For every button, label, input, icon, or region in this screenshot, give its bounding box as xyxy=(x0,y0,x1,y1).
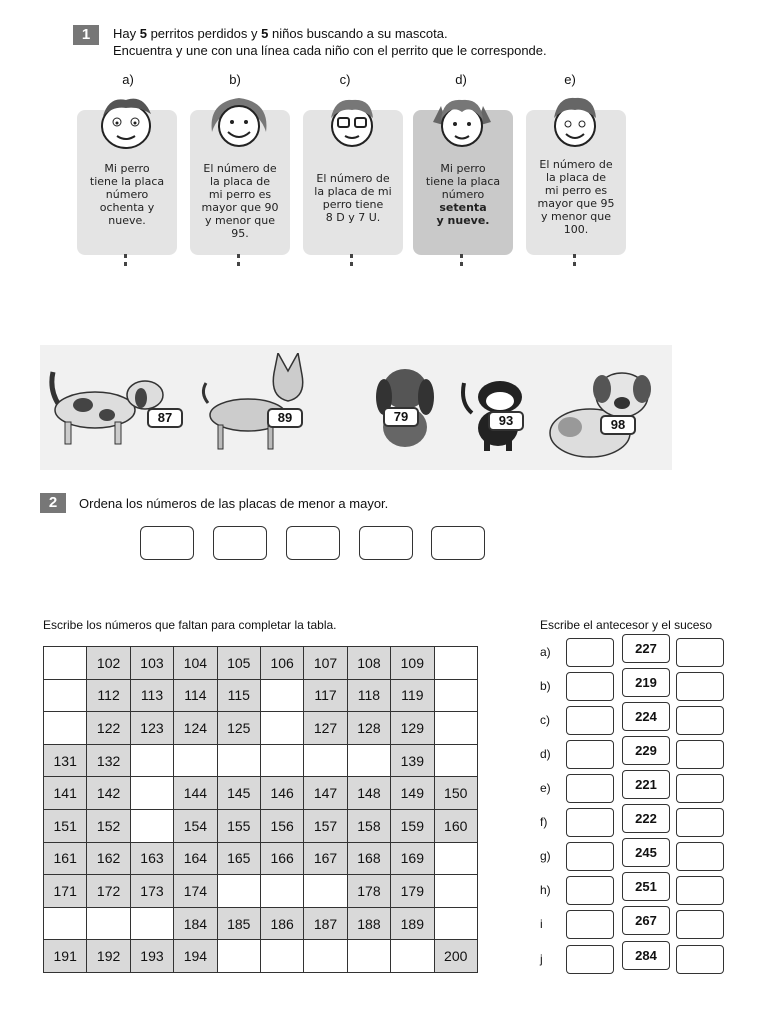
bulldog-icon xyxy=(540,367,660,463)
card-e-text: El número de la placa de mi perro es mayor que 95 y menor que 100. xyxy=(537,158,615,236)
antecesor-row-label: h) xyxy=(540,883,551,897)
table-cell: 150 xyxy=(434,777,477,810)
antecessor-input-box[interactable] xyxy=(566,740,614,769)
child-card-d xyxy=(413,110,513,255)
table-cell: 173 xyxy=(130,875,173,908)
order-answer-box-1[interactable] xyxy=(140,526,194,560)
table-cell: 193 xyxy=(130,940,173,973)
dog-plate-3: 79 xyxy=(383,407,419,427)
table-cell: 187 xyxy=(304,907,347,940)
table-cell-empty[interactable] xyxy=(434,842,477,875)
antecessor-input-box[interactable] xyxy=(566,638,614,667)
given-number-box: 227 xyxy=(622,634,670,663)
table-cell-empty[interactable] xyxy=(434,712,477,745)
table-cell: 162 xyxy=(87,842,130,875)
successor-input-box[interactable] xyxy=(676,706,724,735)
antecesor-row-label: a) xyxy=(540,645,551,659)
number-table xyxy=(43,646,478,973)
table-cell: 145 xyxy=(217,777,260,810)
table-cell: 156 xyxy=(260,809,303,842)
table-cell: 131 xyxy=(44,744,87,777)
table-cell: 146 xyxy=(260,777,303,810)
table-cell: 125 xyxy=(217,712,260,745)
table-cell: 104 xyxy=(174,647,217,680)
table-cell: 151 xyxy=(44,809,87,842)
table-row xyxy=(44,679,478,712)
table-cell: 160 xyxy=(434,809,477,842)
given-number-box: 221 xyxy=(622,770,670,799)
order-answer-box-2[interactable] xyxy=(213,526,267,560)
successor-input-box[interactable] xyxy=(676,638,724,667)
given-number-box: 251 xyxy=(622,872,670,901)
antecesor-row-label: b) xyxy=(540,679,551,693)
dog-plate-1: 87 xyxy=(147,408,183,428)
table-cell: 122 xyxy=(87,712,130,745)
table-cell-empty[interactable] xyxy=(434,679,477,712)
card-a-text: Mi perro tiene la placa número ochenta y nueve. xyxy=(89,162,165,227)
table-cell-empty[interactable] xyxy=(130,907,173,940)
successor-input-box[interactable] xyxy=(676,808,724,837)
table-cell-empty[interactable] xyxy=(434,875,477,908)
table-cell: 141 xyxy=(44,777,87,810)
table-cell: 105 xyxy=(217,647,260,680)
table-row xyxy=(44,777,478,810)
table-cell: 164 xyxy=(174,842,217,875)
table-cell: 128 xyxy=(347,712,390,745)
boy-face-icon xyxy=(544,92,606,154)
given-number-box: 245 xyxy=(622,838,670,867)
given-number-box: 284 xyxy=(622,941,670,970)
table-cell: 158 xyxy=(347,809,390,842)
table-cell: 127 xyxy=(304,712,347,745)
table-cell: 171 xyxy=(44,875,87,908)
table-cell: 108 xyxy=(347,647,390,680)
table-cell-empty[interactable] xyxy=(434,907,477,940)
table-cell-empty[interactable] xyxy=(304,940,347,973)
section-1-instruction-line1: Hay 5 perritos perdidos y 5 niños buscando a su mascota. xyxy=(113,26,448,41)
antecessor-input-box[interactable] xyxy=(566,910,614,939)
table-cell-empty[interactable] xyxy=(217,744,260,777)
table-row xyxy=(44,940,478,973)
table-cell: 188 xyxy=(347,907,390,940)
table-cell-empty[interactable] xyxy=(87,907,130,940)
table-cell: 115 xyxy=(217,679,260,712)
card-d-text: Mi perro tiene la placa número setenta y nueve. xyxy=(425,162,501,227)
table-row xyxy=(44,809,478,842)
card-b-text: El número de la placa de mi perro es mayor que 90 y menor que 95. xyxy=(201,162,279,240)
section-1-number: 1 xyxy=(73,25,99,45)
table-cell-empty[interactable] xyxy=(130,777,173,810)
table-row xyxy=(44,647,478,680)
table-cell: 168 xyxy=(347,842,390,875)
table-cell: 194 xyxy=(174,940,217,973)
table-cell: 184 xyxy=(174,907,217,940)
table-cell-empty[interactable] xyxy=(260,712,303,745)
table-cell-empty[interactable] xyxy=(347,940,390,973)
given-number-box: 267 xyxy=(622,906,670,935)
table-cell-empty[interactable] xyxy=(174,744,217,777)
child-card-e xyxy=(526,110,626,255)
card-letter-c: c) xyxy=(339,72,351,87)
table-cell-empty[interactable] xyxy=(260,875,303,908)
antecessor-input-box[interactable] xyxy=(566,672,614,701)
table-row xyxy=(44,712,478,745)
table-cell-empty[interactable] xyxy=(217,875,260,908)
order-answer-box-3[interactable] xyxy=(286,526,340,560)
table-cell: 172 xyxy=(87,875,130,908)
table-cell: 109 xyxy=(391,647,434,680)
table-row xyxy=(44,875,478,908)
successor-input-box[interactable] xyxy=(676,910,724,939)
table-cell: 157 xyxy=(304,809,347,842)
table-cell: 185 xyxy=(217,907,260,940)
table-cell-empty[interactable] xyxy=(260,940,303,973)
pigtails-girl-face-icon xyxy=(431,92,493,154)
table-cell: 166 xyxy=(260,842,303,875)
table-instruction: Escribe los números que faltan para completar la tabla. xyxy=(43,618,337,632)
antecesor-row-label: g) xyxy=(540,849,551,863)
successor-input-box[interactable] xyxy=(676,740,724,769)
table-cell: 142 xyxy=(87,777,130,810)
antecesor-instruction: Escribe el antecesor y el suceso xyxy=(540,618,713,632)
table-cell: 147 xyxy=(304,777,347,810)
card-letter-d: d) xyxy=(455,72,467,87)
table-cell: 117 xyxy=(304,679,347,712)
table-cell: 167 xyxy=(304,842,347,875)
antecesor-row-label: d) xyxy=(540,747,551,761)
table-cell: 192 xyxy=(87,940,130,973)
table-cell-empty[interactable] xyxy=(260,744,303,777)
given-number-box: 224 xyxy=(622,702,670,731)
table-cell: 174 xyxy=(174,875,217,908)
antecessor-input-box[interactable] xyxy=(566,808,614,837)
table-cell: 179 xyxy=(391,875,434,908)
table-cell: 106 xyxy=(260,647,303,680)
table-cell: 169 xyxy=(391,842,434,875)
table-row xyxy=(44,744,478,777)
table-cell: 165 xyxy=(217,842,260,875)
table-cell: 123 xyxy=(130,712,173,745)
given-number-box: 219 xyxy=(622,668,670,697)
table-cell: 154 xyxy=(174,809,217,842)
table-cell: 102 xyxy=(87,647,130,680)
chihuahua-dog-icon xyxy=(198,353,318,453)
successor-input-box[interactable] xyxy=(676,842,724,871)
table-cell-empty[interactable] xyxy=(434,744,477,777)
table-row xyxy=(44,842,478,875)
table-cell: 103 xyxy=(130,647,173,680)
antecessor-input-box[interactable] xyxy=(566,842,614,871)
table-cell: 163 xyxy=(130,842,173,875)
table-cell: 132 xyxy=(87,744,130,777)
table-cell: 200 xyxy=(434,940,477,973)
table-cell: 114 xyxy=(174,679,217,712)
successor-input-box[interactable] xyxy=(676,774,724,803)
table-cell-empty[interactable] xyxy=(260,679,303,712)
table-cell-empty[interactable] xyxy=(347,744,390,777)
table-cell-empty[interactable] xyxy=(44,907,87,940)
table-cell-empty[interactable] xyxy=(44,647,87,680)
antecessor-input-box[interactable] xyxy=(566,945,614,974)
successor-input-box[interactable] xyxy=(676,876,724,905)
successor-input-box[interactable] xyxy=(676,672,724,701)
table-cell-empty[interactable] xyxy=(44,712,87,745)
given-number-box: 222 xyxy=(622,804,670,833)
table-cell-empty[interactable] xyxy=(434,647,477,680)
section-2-instruction: Ordena los números de las placas de menor a mayor. xyxy=(79,496,389,511)
child-card-b xyxy=(190,110,290,255)
dog-plate-2: 89 xyxy=(267,408,303,428)
table-cell: 118 xyxy=(347,679,390,712)
table-cell: 113 xyxy=(130,679,173,712)
table-cell: 148 xyxy=(347,777,390,810)
table-cell: 124 xyxy=(174,712,217,745)
table-cell: 159 xyxy=(391,809,434,842)
given-number-box: 229 xyxy=(622,736,670,765)
antecesor-row-label: i xyxy=(540,917,543,931)
child-card-c xyxy=(303,110,403,255)
section-1-instruction-line2: Encuentra y une con una línea cada niño con el perrito que le corresponde. xyxy=(113,43,547,58)
dogs-illustration xyxy=(40,345,672,470)
table-cell: 144 xyxy=(174,777,217,810)
order-answer-box-5[interactable] xyxy=(431,526,485,560)
table-cell: 112 xyxy=(87,679,130,712)
card-c-text: El número de la placa de mi perro tiene 8 D y 7 U. xyxy=(314,172,392,224)
boy-face-icon xyxy=(95,92,157,154)
table-cell-empty[interactable] xyxy=(217,940,260,973)
glasses-girl-face-icon xyxy=(321,92,383,154)
table-cell: 189 xyxy=(391,907,434,940)
table-cell: 155 xyxy=(217,809,260,842)
order-answer-box-4[interactable] xyxy=(359,526,413,560)
table-row xyxy=(44,907,478,940)
antecesor-row-label: j xyxy=(540,952,543,966)
table-cell: 178 xyxy=(347,875,390,908)
table-cell: 139 xyxy=(391,744,434,777)
dog-plate-5: 98 xyxy=(600,415,636,435)
table-cell: 186 xyxy=(260,907,303,940)
girl-face-icon xyxy=(208,92,270,154)
table-cell-empty[interactable] xyxy=(391,940,434,973)
table-cell: 107 xyxy=(304,647,347,680)
antecessor-input-box[interactable] xyxy=(566,876,614,905)
antecessor-input-box[interactable] xyxy=(566,774,614,803)
table-cell: 161 xyxy=(44,842,87,875)
table-cell-empty[interactable] xyxy=(44,679,87,712)
table-cell: 149 xyxy=(391,777,434,810)
table-cell: 191 xyxy=(44,940,87,973)
table-cell: 129 xyxy=(391,712,434,745)
table-cell-empty[interactable] xyxy=(130,744,173,777)
antecesor-row-label: e) xyxy=(540,781,551,795)
section-2-number: 2 xyxy=(40,493,66,513)
card-letter-e: e) xyxy=(564,72,576,87)
card-letter-a: a) xyxy=(122,72,134,87)
successor-input-box[interactable] xyxy=(676,945,724,974)
antecessor-input-box[interactable] xyxy=(566,706,614,735)
table-cell: 119 xyxy=(391,679,434,712)
table-cell-empty[interactable] xyxy=(130,809,173,842)
child-card-a xyxy=(77,110,177,255)
antecesor-row-label: f) xyxy=(540,815,548,829)
table-cell-empty[interactable] xyxy=(304,744,347,777)
dog-plate-4: 93 xyxy=(488,411,524,431)
card-letter-b: b) xyxy=(229,72,241,87)
table-cell-empty[interactable] xyxy=(304,875,347,908)
antecesor-row-label: c) xyxy=(540,713,550,727)
table-cell: 152 xyxy=(87,809,130,842)
